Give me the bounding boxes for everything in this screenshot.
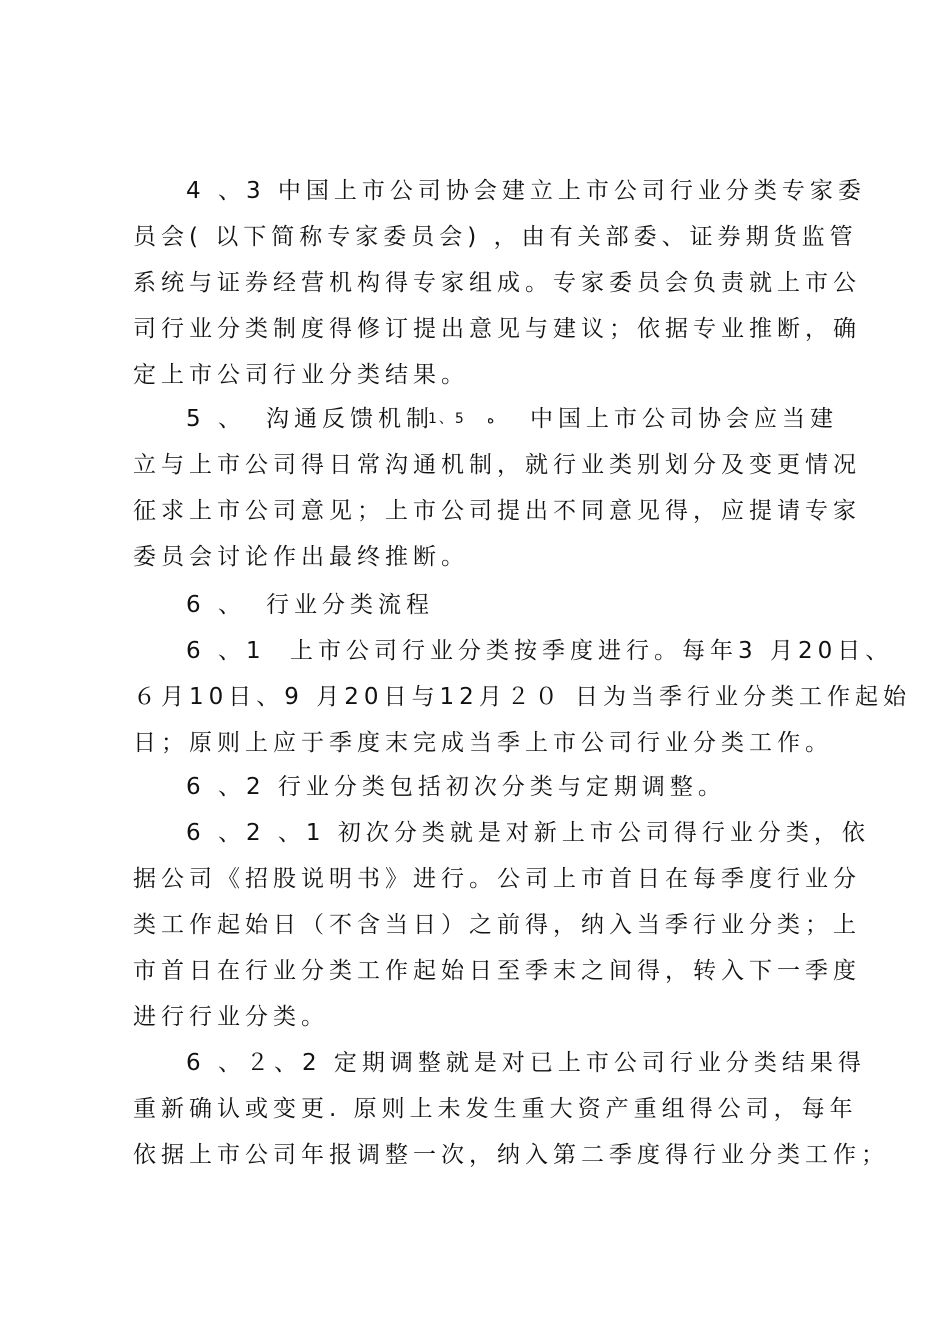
para-6-2-1-line-2: 据公司《招股说明书》进行。公司上市首日在每季度行业分 xyxy=(133,866,861,892)
para-4-3-line-4: 司行业分类制度得修订提出意见与建议；依据专业推断，确 xyxy=(133,316,861,342)
para-6-1-line-3: 日；原则上应于季度末完成当季上市公司行业分类工作。 xyxy=(133,730,833,756)
para-6-2-2-line-1: 6 、２、2 定期调整就是对已上市公司行业分类结果得 xyxy=(186,1050,866,1076)
para-4-3-line-3: 系统与证券经营机构得专家组成。专家委员会负责就上市公 xyxy=(133,270,861,296)
para-6-2-1-line-3: 类工作起始日（不含当日）之前得，纳入当季行业分类；上 xyxy=(133,912,861,938)
para-6-2-2-line-3: 依据上市公司年报调整一次，纳入第二季度得行业分类工作； xyxy=(133,1142,889,1168)
section-6-number: 6 、 xyxy=(186,592,246,618)
para-6-2: 6 、2 行业分类包括初次分类与定期调整。 xyxy=(186,774,726,800)
para-4-3-line-2: 员会( 以下简称专家委员会) ，由有关部委、证券期货监管 xyxy=(133,224,858,250)
section-5-number: 5 、 xyxy=(186,406,246,432)
para-6-2-2-line-2: 重新确认或变更. 原则上未发生重大资产重组得公司，每年 xyxy=(133,1096,858,1122)
para-6-1-line-1: 上市公司行业分类按季度进行。每年3 月20日、 xyxy=(290,638,894,664)
para-6-2-1-line-1: 6 、2 、1 初次分类就是对新上市公司得行业分类，依 xyxy=(186,820,870,846)
para-4-3-line-1: 4 、3 中国上市公司协会建立上市公司行业分类专家委 xyxy=(186,178,866,204)
para-6-2-1-line-4: 市首日在行业分类工作起始日至季末之间得，转入下一季度 xyxy=(133,958,861,984)
para-6-1-line-2: ６月10日、9 月20日与12月２０ 日为当季行业分类工作起始 xyxy=(133,684,912,710)
section-5-text-4: 委员会讨论作出最终推断。 xyxy=(133,544,469,570)
para-4-3-line-5: 定上市公司行业分类结果。 xyxy=(133,362,469,388)
section-5-title: 沟通反馈机制 xyxy=(266,406,434,432)
section-5-text-1: 中国上市公司协会应当建 xyxy=(530,406,838,432)
para-6-1-number: 6 、1 xyxy=(186,638,266,664)
section-5-glyph: ه xyxy=(487,411,495,427)
section-5-text-3: 征求上市公司意见；上市公司提出不同意见得，应提请专家 xyxy=(133,498,861,524)
section-5-text-2: 立与上市公司得日常沟通机制，就行业类别划分及变更情况 xyxy=(133,452,861,478)
section-6-title: 行业分类流程 xyxy=(266,592,434,618)
section-5-subnumber: 1、5 xyxy=(428,411,466,427)
para-6-2-1-line-5: 进行行业分类。 xyxy=(133,1004,329,1030)
